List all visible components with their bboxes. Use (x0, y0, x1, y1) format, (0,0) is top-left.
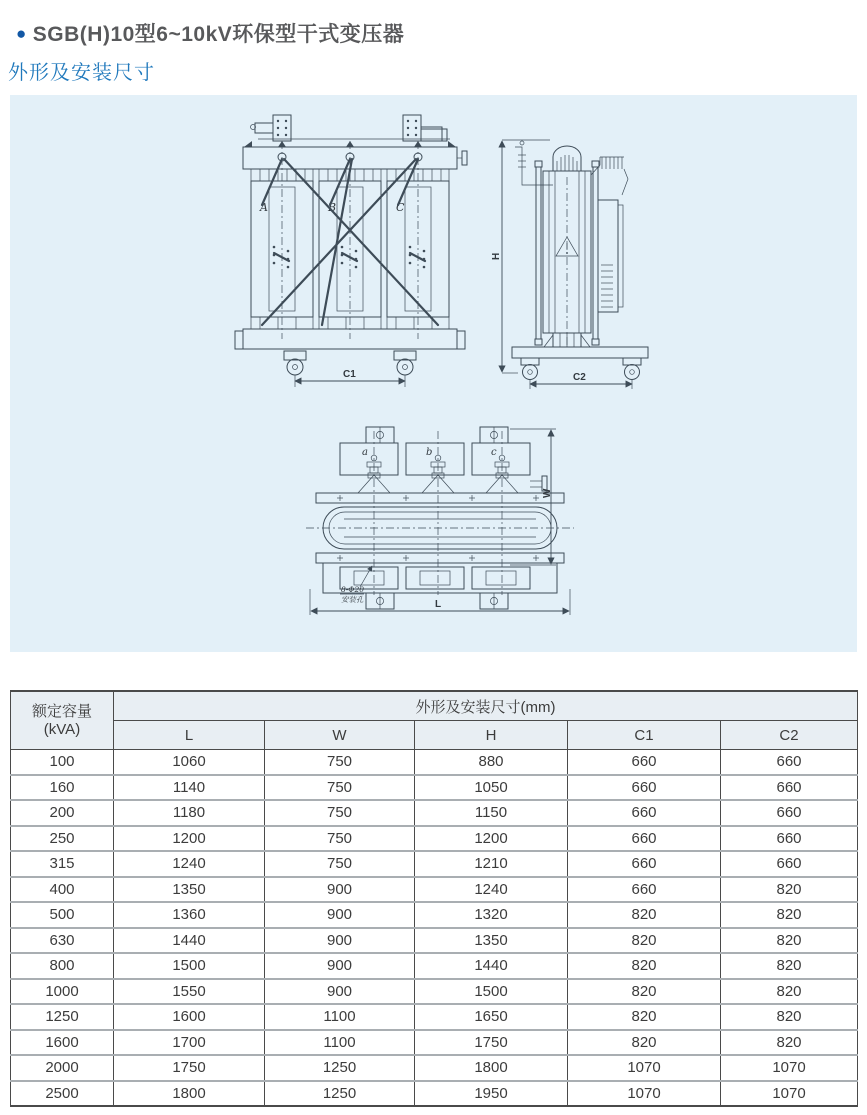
dimension-cell: 660 (721, 775, 858, 801)
dimension-cell: 1070 (721, 1055, 858, 1081)
terminal-label-c: c (491, 447, 497, 458)
dimension-cell: 660 (721, 851, 858, 877)
dimension-cell: 900 (265, 928, 415, 954)
dimension-cell: 660 (568, 750, 721, 775)
dimension-cell: 820 (721, 979, 858, 1005)
dimension-cell: 1200 (415, 826, 568, 852)
dimension-cell: 1060 (114, 750, 265, 775)
page-title (16, 18, 404, 48)
capacity-header-line1: 额定容量 (31, 703, 92, 721)
col-header-w: W (265, 721, 415, 750)
dimension-cell: 900 (265, 877, 415, 903)
dimension-cell: 820 (568, 1004, 721, 1030)
kva-cell: 2500 (11, 1081, 114, 1107)
dimension-cell: 660 (568, 851, 721, 877)
kva-cell: 630 (11, 928, 114, 954)
dimension-cell: 820 (568, 928, 721, 954)
dimension-cell: 1750 (415, 1030, 568, 1056)
dimension-cell: 900 (265, 953, 415, 979)
mounting-note-line1: 8-Φ20 (341, 585, 364, 594)
section-heading: 外形及安装尺寸 (8, 62, 155, 84)
dimension-cell: 1650 (415, 1004, 568, 1030)
phase-label-a: A (260, 201, 268, 214)
table-row (11, 1004, 858, 1030)
dimension-cell: 1140 (114, 775, 265, 801)
kva-cell: 500 (11, 902, 114, 928)
dimension-drawing-panel (10, 95, 857, 652)
kva-cell: 160 (11, 775, 114, 801)
dimension-cell: 750 (265, 826, 415, 852)
table-row (11, 979, 858, 1005)
table-row (11, 1081, 858, 1107)
dimension-cell: 1150 (415, 800, 568, 826)
dimension-cell: 1210 (415, 851, 568, 877)
dimension-cell: 900 (265, 902, 415, 928)
dimension-cell: 660 (568, 800, 721, 826)
dimension-cell: 660 (568, 877, 721, 903)
dimension-cell: 820 (568, 979, 721, 1005)
dimension-cell: 1500 (114, 953, 265, 979)
kva-cell: 200 (11, 800, 114, 826)
dimension-cell: 1800 (114, 1081, 265, 1107)
table-row (11, 953, 858, 979)
mount-hole-icons-top (376, 427, 497, 443)
kva-cell: 1000 (11, 979, 114, 1005)
dimension-cell: 1070 (721, 1081, 858, 1107)
dimension-cell: 660 (568, 775, 721, 801)
col-header-h: H (415, 721, 568, 750)
capacity-header-line2: (kVA) (43, 720, 81, 738)
terminal-label-a: a (362, 447, 368, 458)
dimension-cell: 820 (721, 877, 858, 903)
dimension-table-body (11, 750, 858, 1107)
dimension-cell: 1050 (415, 775, 568, 801)
dimension-cell: 660 (721, 800, 858, 826)
kva-cell: 800 (11, 953, 114, 979)
dimension-cell: 750 (265, 851, 415, 877)
table-row (11, 928, 858, 954)
dimension-cell: 660 (721, 826, 858, 852)
dimension-cell: 820 (721, 1004, 858, 1030)
dimension-cell: 820 (568, 902, 721, 928)
top-dim-w-label: W (542, 488, 553, 498)
top-dim-l-label: L (435, 599, 442, 610)
dimension-cell: 1500 (415, 979, 568, 1005)
top-view-drawing (306, 427, 574, 615)
kva-cell: 1600 (11, 1030, 114, 1056)
dimension-cell: 820 (568, 1030, 721, 1056)
col-header-c1: C1 (568, 721, 721, 750)
dimension-cell: 1250 (265, 1081, 415, 1107)
page-title-text: SGB(H)10型6~10kV环保型干式变压器 (32, 23, 405, 46)
kva-cell: 1250 (11, 1004, 114, 1030)
dimension-cell: 1800 (415, 1055, 568, 1081)
dimension-cell: 1100 (265, 1030, 415, 1056)
dimension-cell: 660 (721, 750, 858, 775)
dimension-cell: 1950 (415, 1081, 568, 1107)
kva-cell: 2000 (11, 1055, 114, 1081)
dimension-cell: 1350 (114, 877, 265, 903)
table-header-row-2 (11, 721, 858, 750)
table-header-row-1 (11, 691, 858, 721)
phase-label-c: C (396, 201, 405, 214)
dimension-cell: 1240 (415, 877, 568, 903)
side-view-drawing (491, 140, 648, 389)
bolt-dots (277, 120, 417, 136)
dimension-cell: 820 (721, 1030, 858, 1056)
table-row (11, 775, 858, 801)
phase-label-b: B (328, 201, 337, 214)
table-row (11, 826, 858, 852)
kva-cell: 100 (11, 750, 114, 775)
corrugation (557, 155, 577, 171)
dimension-table (10, 690, 858, 1107)
capacity-header (11, 691, 114, 750)
dimension-cell: 1240 (114, 851, 265, 877)
front-dim-c1-label: C1 (343, 369, 356, 380)
kva-cell: 315 (11, 851, 114, 877)
col-header-c2: C2 (721, 721, 858, 750)
dimension-cell: 1250 (265, 1055, 415, 1081)
dimension-cell: 820 (568, 953, 721, 979)
dimension-cell: 1750 (114, 1055, 265, 1081)
dimension-cell: 820 (721, 902, 858, 928)
dimension-cell: 1350 (415, 928, 568, 954)
dimension-cell: 1320 (415, 902, 568, 928)
table-row (11, 851, 858, 877)
dimension-cell: 900 (265, 979, 415, 1005)
dimension-cell: 1100 (265, 1004, 415, 1030)
dimension-cell: 1550 (114, 979, 265, 1005)
dimension-cell: 750 (265, 800, 415, 826)
transformer-drawings (10, 95, 857, 652)
dimension-cell: 1360 (114, 902, 265, 928)
table-row (11, 902, 858, 928)
dimension-cell: 1440 (114, 928, 265, 954)
dimension-cell: 1070 (568, 1055, 721, 1081)
dimension-cell: 1070 (568, 1081, 721, 1107)
col-header-l: L (114, 721, 265, 750)
dimension-cell: 880 (415, 750, 568, 775)
side-dim-c2-label: C2 (573, 372, 586, 383)
dimension-cell: 820 (721, 928, 858, 954)
side-dim-h-label: H (491, 252, 502, 260)
kva-cell: 400 (11, 877, 114, 903)
table-row (11, 800, 858, 826)
dimension-cell: 1600 (114, 1004, 265, 1030)
front-view-drawing (235, 115, 467, 387)
table-row (11, 1055, 858, 1081)
hv-spring (591, 157, 628, 195)
dimension-cell: 1440 (415, 953, 568, 979)
dimensions-span-header: 外形及安装尺寸(mm) (114, 691, 858, 721)
dimension-cell: 1200 (114, 826, 265, 852)
mounting-note-line2: 安装孔 (341, 595, 364, 604)
kva-cell: 250 (11, 826, 114, 852)
dimension-cell: 750 (265, 775, 415, 801)
dimension-cell: 1180 (114, 800, 265, 826)
table-row (11, 877, 858, 903)
dimension-cell: 750 (265, 750, 415, 775)
table-row (11, 1030, 858, 1056)
terminal-label-b: b (426, 447, 433, 458)
dimension-cell: 1700 (114, 1030, 265, 1056)
panel-hatch (601, 265, 613, 307)
dimension-cell: 820 (721, 953, 858, 979)
dimension-cell: 660 (568, 826, 721, 852)
table-row (11, 750, 858, 775)
bullet-icon: ● (16, 23, 27, 43)
